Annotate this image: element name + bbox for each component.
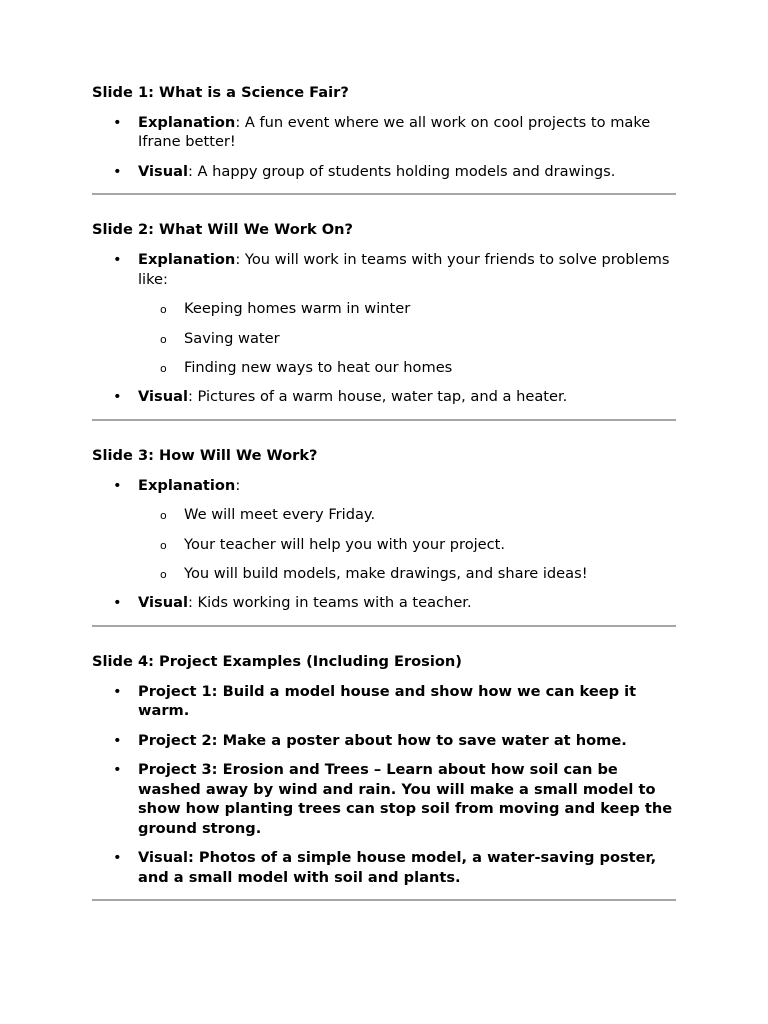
item-text: Project 1: Build a model house and show how we can keep it warm. <box>138 682 637 720</box>
bullet-icon: • <box>113 113 122 131</box>
slide-3-explanation <box>92 476 676 496</box>
item-text: Project 2: Make a poster about how to save water at home. <box>138 731 627 749</box>
slide-4-section <box>92 652 676 902</box>
slide-4-title: Slide 4: Project Examples (Including Erosion) <box>92 652 462 670</box>
item-text: : <box>235 476 241 494</box>
slide-3-section <box>92 446 676 627</box>
item-text: Visual: Photos of a simple house model, a water-saving poster, and a small model with soil and plants. <box>138 849 657 886</box>
sub-bullet-icon: o <box>160 303 167 317</box>
sub-bullet-icon: o <box>160 567 167 581</box>
item-text: : Pictures of a warm house, water tap, and a heater. <box>187 388 568 406</box>
bullet-icon: • <box>113 162 122 180</box>
slide-1-section <box>92 83 676 195</box>
slide-3-bullets-cont <box>92 593 676 613</box>
sub-bullet-icon: o <box>160 538 167 552</box>
slide-4-bullets <box>92 682 676 888</box>
sub-item-text: Keeping homes warm in winter <box>184 300 411 318</box>
slide-2-explanation <box>92 250 676 289</box>
sub-list-item <box>92 329 676 349</box>
bullet-icon: • <box>113 476 122 494</box>
item-text: : A fun event where we all work on cool projects to make Ifrane better! <box>138 113 651 151</box>
item-text: : You will work in teams with your friends to solve problems like: <box>138 251 670 288</box>
sub-list-item <box>92 535 676 555</box>
item-label: Explanation <box>138 251 236 269</box>
slide-2-sub-bullets <box>92 299 676 377</box>
slide-4-project-2 <box>92 731 676 751</box>
item-text: Project 3: Erosion and Trees – Learn about how soil can be washed away by wind and rain. You will make a small model to show how planting trees can stop soil from moving and keep the ground strong. <box>138 761 673 837</box>
sub-item-text: You will build models, make drawings, and share ideas! <box>184 564 588 582</box>
sub-bullet-icon: o <box>160 361 167 375</box>
sub-item-text: Saving water <box>184 329 280 347</box>
slide-2-visual <box>92 387 676 407</box>
sub-bullet-icon: o <box>160 332 167 346</box>
slide-2-section <box>92 220 676 421</box>
bullet-icon: • <box>113 731 122 749</box>
slide-2-title: Slide 2: What Will We Work On? <box>92 221 353 239</box>
sub-list-item <box>92 505 676 525</box>
slide-2-bullets-cont <box>92 387 676 407</box>
document-page <box>92 83 676 901</box>
slide-1-title: Slide 1: What is a Science Fair? <box>92 84 349 101</box>
item-label: Visual <box>138 162 188 180</box>
slide-4-project-3 <box>92 760 676 838</box>
slide-3-sub-bullets <box>92 505 676 583</box>
slide-3-title: Slide 3: How Will We Work? <box>92 446 318 464</box>
slide-1-explanation <box>92 113 676 152</box>
slide-4-visual <box>92 848 676 887</box>
section-divider <box>92 899 676 901</box>
item-label: Visual <box>138 594 188 612</box>
item-text: : Kids working in teams with a teacher. <box>187 594 472 612</box>
sub-item-text: Finding new ways to heat our homes <box>184 358 453 376</box>
bullet-icon: • <box>113 761 122 779</box>
slide-4-project-1 <box>92 682 676 721</box>
sub-list-item <box>92 299 676 319</box>
bullet-icon: • <box>113 594 122 612</box>
item-label: Explanation <box>138 113 236 131</box>
slide-3-visual <box>92 593 676 613</box>
bullet-icon: • <box>113 682 122 700</box>
slide-1-visual <box>92 162 676 182</box>
item-label: Visual <box>138 388 188 406</box>
item-text: : A happy group of students holding models and drawings. <box>187 162 616 180</box>
bullet-icon: • <box>113 849 122 867</box>
sub-list-item <box>92 564 676 584</box>
bullet-icon: • <box>113 388 122 406</box>
sub-bullet-icon: o <box>160 509 167 523</box>
slide-2-bullets <box>92 250 676 289</box>
slide-3-bullets <box>92 476 676 496</box>
sub-item-text: Your teacher will help you with your project. <box>184 535 506 553</box>
slide-1-bullets <box>92 113 676 182</box>
sub-list-item <box>92 358 676 378</box>
bullet-icon: • <box>113 251 122 269</box>
item-label: Explanation <box>138 476 236 494</box>
sub-item-text: We will meet every Friday. <box>184 506 376 524</box>
